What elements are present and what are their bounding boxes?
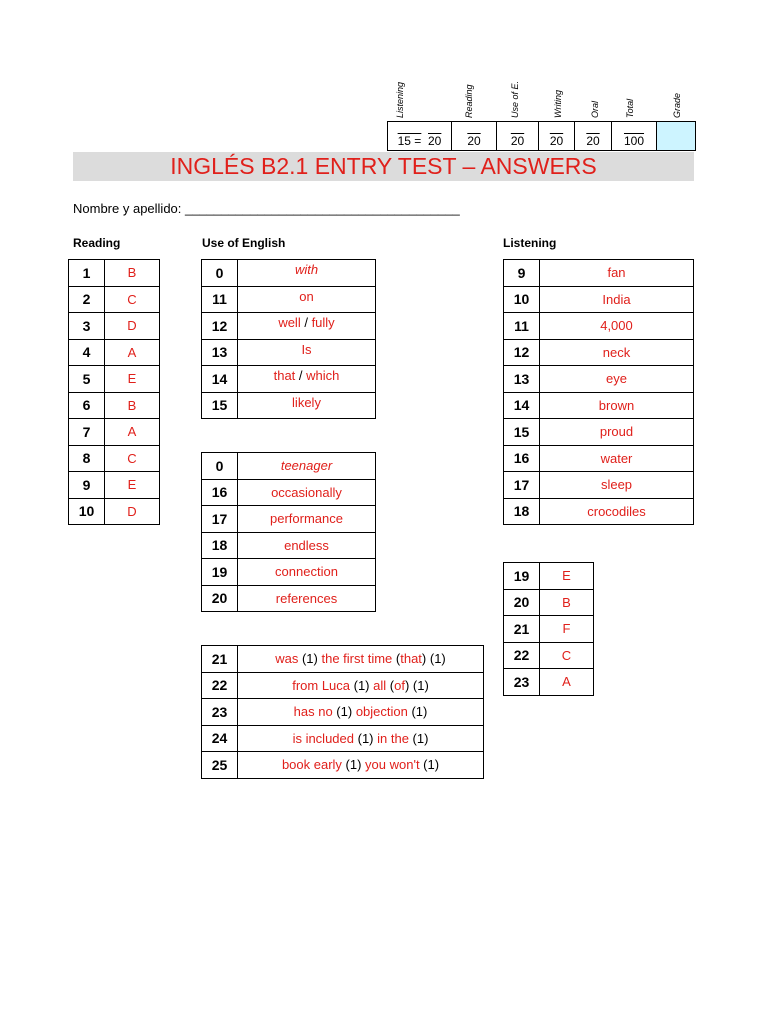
table-row: [69, 445, 160, 472]
answer-marks: (1): [341, 757, 366, 773]
answer-separator: /: [300, 315, 312, 330]
answer-marks: (1): [407, 704, 428, 720]
table-row: [202, 479, 376, 506]
question-number: 23: [504, 669, 540, 696]
score-cell-use[interactable]: [497, 122, 539, 150]
use-of-english-table-1: [201, 259, 376, 419]
question-number: 11: [202, 286, 238, 313]
reading-answers-table: [68, 259, 160, 525]
table-row: [69, 498, 160, 525]
table-row: [202, 725, 484, 752]
answer-cell: proud: [540, 419, 694, 446]
answer-phrase: objection: [355, 704, 408, 720]
question-number: 12: [202, 313, 238, 340]
answer-marks: (1): [408, 730, 429, 746]
question-number: 1: [69, 260, 105, 287]
answer-cell: [238, 646, 484, 673]
answer-cell: [238, 672, 484, 699]
answer-phrase: that: [400, 651, 422, 667]
question-number: 18: [504, 498, 540, 525]
answer-cell: C: [105, 445, 160, 472]
listening-table-1: [503, 259, 694, 525]
table-row: [504, 366, 694, 393]
table-row: [202, 339, 376, 366]
question-number: 21: [202, 646, 238, 673]
answer-phrase: from Luca: [292, 677, 351, 693]
table-row: [504, 419, 694, 446]
table-row: [202, 286, 376, 313]
table-row: [69, 366, 160, 393]
answer-cell: Is: [238, 339, 376, 366]
answer-cell: F: [540, 616, 594, 643]
question-number: 22: [202, 672, 238, 699]
score-label-total: Total: [625, 98, 635, 118]
table-row: [504, 339, 694, 366]
total-max: 100: [623, 134, 645, 148]
answer-cell: India: [540, 286, 694, 313]
table-row: [202, 532, 376, 559]
question-number: 8: [69, 445, 105, 472]
score-label-reading: Reading: [464, 84, 474, 118]
answer-cell: sleep: [540, 472, 694, 499]
answer-cell: A: [105, 419, 160, 446]
answer-phrase: you won't: [365, 757, 420, 773]
table-row: [202, 260, 376, 287]
answer-separator: /: [295, 368, 307, 383]
answer-cell: 4,000: [540, 313, 694, 340]
reading-max: 20: [467, 134, 481, 148]
answer-cell: performance: [238, 506, 376, 533]
score-cell-reading[interactable]: [452, 122, 497, 150]
score-box: [387, 121, 696, 151]
table-row: [202, 453, 376, 480]
question-number: 6: [69, 392, 105, 419]
answer-cell: E: [540, 563, 594, 590]
score-labels: [387, 68, 697, 118]
table-row: [202, 672, 484, 699]
score-cell-total[interactable]: [612, 122, 657, 150]
table-row: [504, 669, 594, 696]
answer-cell: C: [540, 642, 594, 669]
question-number: 13: [202, 339, 238, 366]
answer-cell: E: [105, 472, 160, 499]
listening-score-blank: 15 =: [397, 134, 422, 148]
table-row: [202, 392, 376, 419]
question-number: 17: [504, 472, 540, 499]
table-row: [202, 752, 484, 779]
listening-max: 20: [428, 134, 442, 148]
answer-cell: crocodiles: [540, 498, 694, 525]
answer-cell: [238, 699, 484, 726]
table-row: [69, 472, 160, 499]
answer-cell: fan: [540, 260, 694, 287]
question-number: 17: [202, 506, 238, 533]
question-number: 19: [504, 563, 540, 590]
table-row: [504, 563, 594, 590]
table-row: [504, 392, 694, 419]
answer-marks: (: [392, 651, 401, 667]
table-row: [69, 313, 160, 340]
use-of-english-table-3: [201, 645, 484, 779]
question-number: 10: [69, 498, 105, 525]
table-row: [69, 339, 160, 366]
answer-text-alt: fully: [311, 315, 335, 330]
score-cell-writing[interactable]: [539, 122, 575, 150]
answer-cell: with: [238, 260, 376, 287]
answer-cell: connection: [238, 559, 376, 586]
table-row: [69, 286, 160, 313]
use-of-english-heading: Use of English: [202, 236, 286, 250]
question-number: 14: [202, 366, 238, 393]
page-title: INGLÉS B2.1 ENTRY TEST – ANSWERS: [73, 152, 694, 181]
answer-cell: on: [238, 286, 376, 313]
question-number: 25: [202, 752, 238, 779]
question-number: 21: [504, 616, 540, 643]
question-number: 20: [504, 589, 540, 616]
question-number: 9: [69, 472, 105, 499]
question-number: 24: [202, 725, 238, 752]
use-max: 20: [510, 134, 525, 148]
answer-cell: D: [105, 313, 160, 340]
table-row: [69, 419, 160, 446]
score-cell-grade[interactable]: [657, 122, 695, 150]
reading-heading: Reading: [73, 236, 121, 250]
question-number: 15: [504, 419, 540, 446]
question-number: 16: [504, 445, 540, 472]
question-number: 0: [202, 260, 238, 287]
answer-cell: B: [105, 260, 160, 287]
question-number: 10: [504, 286, 540, 313]
question-number: 14: [504, 392, 540, 419]
answer-phrase: was: [275, 651, 299, 667]
score-cell-oral[interactable]: [575, 122, 612, 150]
answer-marks: ) (1): [421, 651, 446, 667]
answer-cell: likely: [238, 392, 376, 419]
oral-max: 20: [586, 134, 600, 148]
answer-marks: (1): [350, 677, 374, 693]
question-number: 22: [504, 642, 540, 669]
answer-phrase: of: [394, 677, 405, 693]
table-row: [69, 392, 160, 419]
question-number: 2: [69, 286, 105, 313]
question-number: 13: [504, 366, 540, 393]
answer-cell: endless: [238, 532, 376, 559]
table-row: [504, 642, 594, 669]
answer-cell: [238, 366, 376, 393]
question-number: 3: [69, 313, 105, 340]
answer-cell: C: [105, 286, 160, 313]
question-number: 18: [202, 532, 238, 559]
score-label-grade: Grade: [672, 92, 682, 118]
answer-cell: neck: [540, 339, 694, 366]
table-row: [202, 585, 376, 612]
listening-heading: Listening: [503, 236, 557, 250]
question-number: 7: [69, 419, 105, 446]
question-number: 23: [202, 699, 238, 726]
question-number: 0: [202, 453, 238, 480]
answer-phrase: the first time: [321, 651, 393, 667]
table-row: [202, 366, 376, 393]
listening-table-2: [503, 562, 594, 696]
answer-cell: D: [105, 498, 160, 525]
table-row: [504, 589, 594, 616]
answer-marks: (1): [419, 757, 440, 773]
answer-cell: brown: [540, 392, 694, 419]
table-row: [202, 313, 376, 340]
answer-cell: teenager: [238, 453, 376, 480]
question-number: 20: [202, 585, 238, 612]
answer-phrase: book early: [281, 757, 342, 773]
answer-text: that: [273, 368, 296, 383]
question-number: 16: [202, 479, 238, 506]
question-number: 15: [202, 392, 238, 419]
answer-cell: E: [105, 366, 160, 393]
answer-marks: (1): [354, 730, 378, 746]
table-row: [504, 445, 694, 472]
answer-cell: B: [105, 392, 160, 419]
answer-cell: occasionally: [238, 479, 376, 506]
table-row: [504, 472, 694, 499]
answer-cell: [238, 725, 484, 752]
answer-marks: (1): [298, 651, 322, 667]
score-label-writing: Writing: [553, 89, 563, 118]
answer-marks: ) (1): [404, 677, 429, 693]
question-number: 11: [504, 313, 540, 340]
answer-cell: [238, 752, 484, 779]
table-row: [504, 616, 594, 643]
question-number: 4: [69, 339, 105, 366]
score-label-listening: Listening: [395, 81, 405, 118]
answer-cell: A: [105, 339, 160, 366]
table-row: [202, 699, 484, 726]
answer-cell: [238, 313, 376, 340]
table-row: [202, 559, 376, 586]
answer-marks: (1): [332, 704, 356, 720]
table-row: [504, 286, 694, 313]
answer-marks: (: [386, 677, 395, 693]
answer-text: well: [278, 315, 301, 330]
score-cell-listening[interactable]: [388, 122, 452, 150]
use-of-english-table-2: [201, 452, 376, 612]
table-row: [202, 506, 376, 533]
answer-text-alt: which: [306, 368, 340, 383]
table-row: [504, 313, 694, 340]
name-field[interactable]: Nombre y apellido: ______________________________________: [73, 201, 460, 216]
question-number: 19: [202, 559, 238, 586]
table-row: [69, 260, 160, 287]
score-label-use: Use of E.: [510, 80, 520, 118]
writing-max: 20: [549, 134, 564, 148]
answer-cell: water: [540, 445, 694, 472]
answer-phrase: in the: [377, 730, 409, 746]
score-label-oral: Oral: [590, 100, 600, 118]
answer-phrase: has no: [293, 704, 333, 720]
question-number: 12: [504, 339, 540, 366]
answer-cell: references: [238, 585, 376, 612]
table-row: [504, 260, 694, 287]
question-number: 5: [69, 366, 105, 393]
table-row: [504, 498, 694, 525]
answer-cell: A: [540, 669, 594, 696]
answer-phrase: all: [373, 677, 387, 693]
answer-phrase: is included: [292, 730, 354, 746]
answer-cell: B: [540, 589, 594, 616]
question-number: 9: [504, 260, 540, 287]
table-row: [202, 646, 484, 673]
answer-cell: eye: [540, 366, 694, 393]
